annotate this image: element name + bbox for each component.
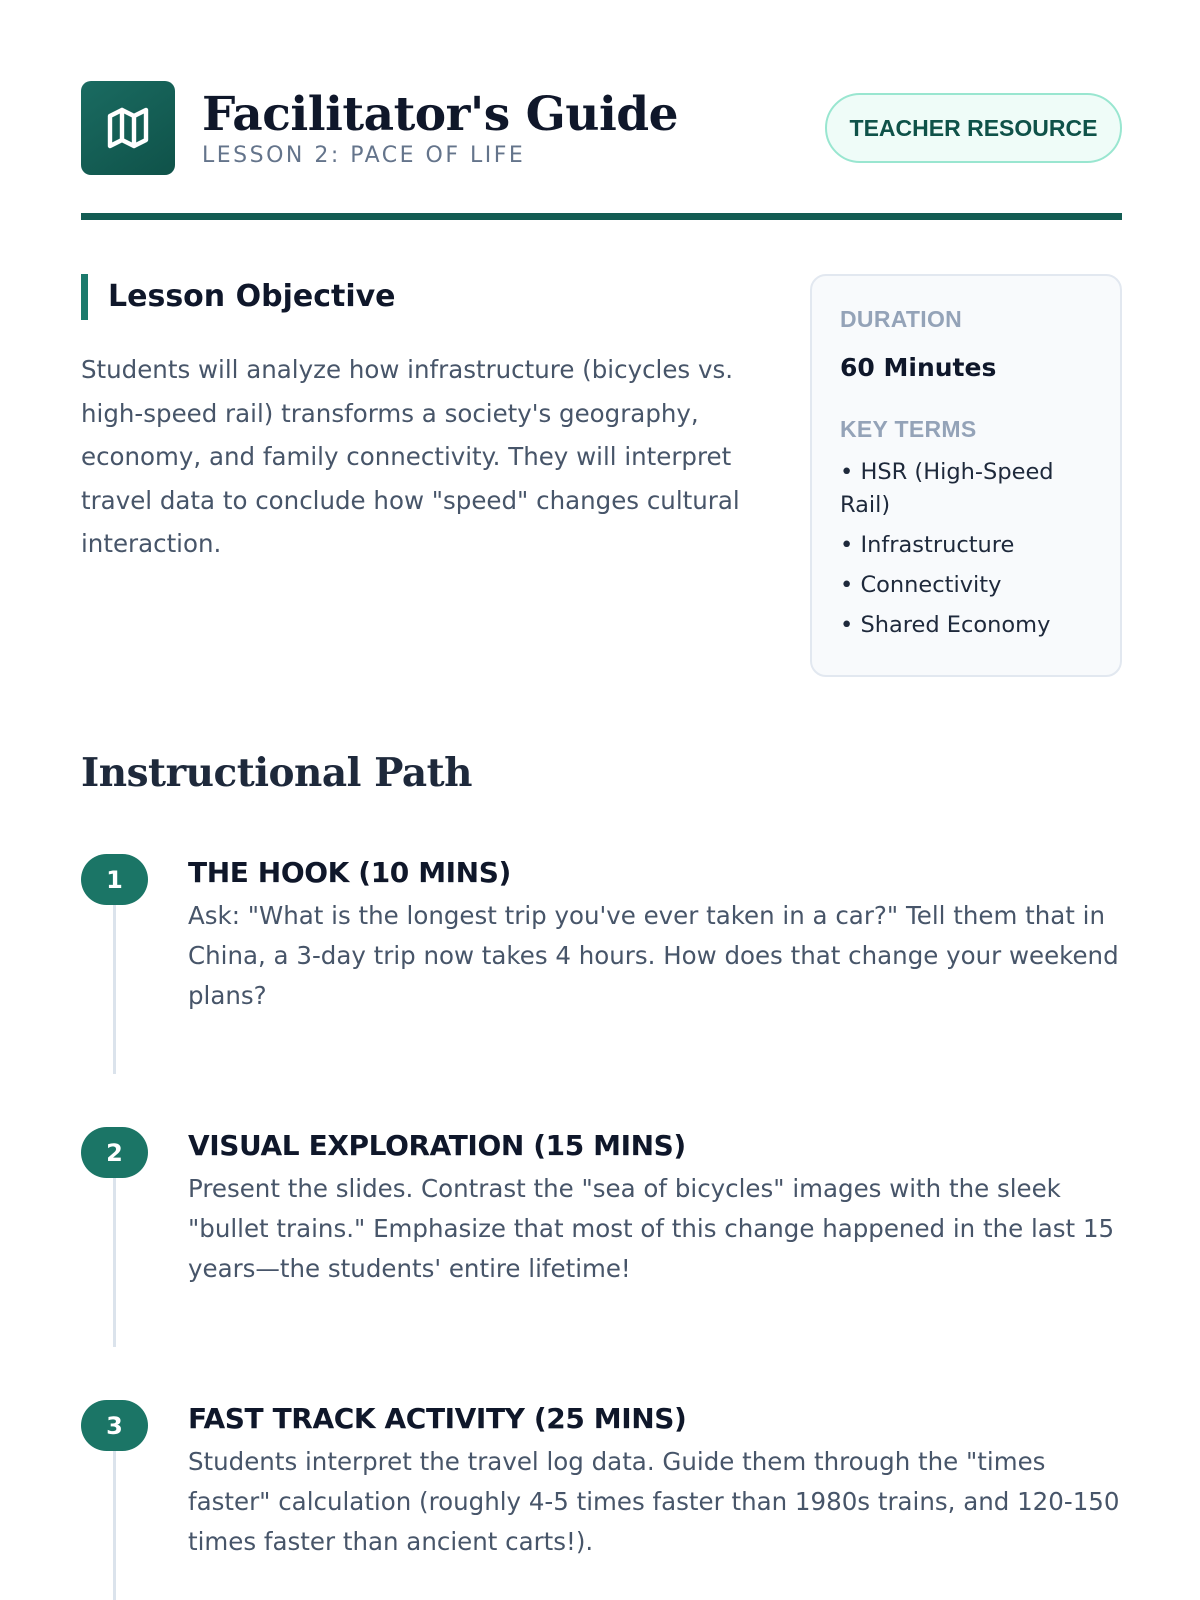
- step-description: Ask: "What is the longest trip you've ever taken in a car?" Tell them that in China, a 3-day trip now takes 4 hours. How does that change your weekend plans?: [188, 901, 1119, 1010]
- step-body: [188, 1127, 1128, 1289]
- header-divider: [81, 213, 1122, 220]
- step-title: THE HOOK (10 MINS): [188, 856, 511, 889]
- step-item: [81, 854, 1122, 1074]
- key-term-item: • Connectivity: [840, 569, 1100, 602]
- step-number-badge: 3: [81, 1400, 148, 1451]
- duration-value: 60 Minutes: [840, 353, 997, 382]
- duration-label: DURATION: [840, 306, 963, 332]
- step-body: [188, 1400, 1128, 1562]
- step-item: [81, 1127, 1122, 1347]
- timeline-line: [113, 1430, 116, 1600]
- step-description: Present the slides. Contrast the "sea of bicycles" images with the sleek "bullet trains." Emphasize that most of this change happened in the last 15 years—the students' entire lifetime!: [188, 1174, 1115, 1283]
- step-body: [188, 854, 1128, 1016]
- step-item: [81, 1400, 1122, 1600]
- objective-text: Students will analyze how infrastructure (bicycles vs. high-speed rail) transforms a society's geography, economy, and family connectivity. They will interpret travel data to conclude how "speed" changes cultural interaction.: [81, 355, 740, 558]
- step-number-badge: 1: [81, 854, 148, 905]
- step-title: FAST TRACK ACTIVITY (25 MINS): [188, 1402, 687, 1435]
- page-title: Facilitator's Guide: [202, 87, 679, 142]
- details-card: [810, 274, 1122, 677]
- key-terms-label: KEY TERMS: [840, 416, 977, 442]
- objective-section: [81, 274, 771, 566]
- instructional-path-heading: Instructional Path: [81, 750, 472, 796]
- title-block: [202, 85, 678, 169]
- key-term-item: • HSR (High-Speed Rail): [840, 456, 1100, 522]
- teacher-resource-badge: TEACHER RESOURCE: [825, 93, 1122, 163]
- step-title: VISUAL EXPLORATION (15 MINS): [188, 1129, 686, 1162]
- key-term-item: • Shared Economy: [840, 609, 1100, 642]
- step-number-badge: 2: [81, 1127, 148, 1178]
- key-terms-list: [840, 456, 1100, 642]
- lesson-subtitle: LESSON 2: PACE OF LIFE: [202, 143, 526, 168]
- key-term-item: • Infrastructure: [840, 529, 1100, 562]
- map-icon: [81, 81, 175, 175]
- timeline-line: [113, 884, 116, 1074]
- header: [81, 81, 1122, 175]
- timeline-line: [113, 1157, 116, 1347]
- objective-heading: Lesson Objective: [81, 274, 771, 320]
- step-description: Students interpret the travel log data. Guide them through the "times faster" calculation (roughly 4-5 times faster than 1980s trains, and 120-150 times faster than ancient carts!).: [188, 1447, 1120, 1556]
